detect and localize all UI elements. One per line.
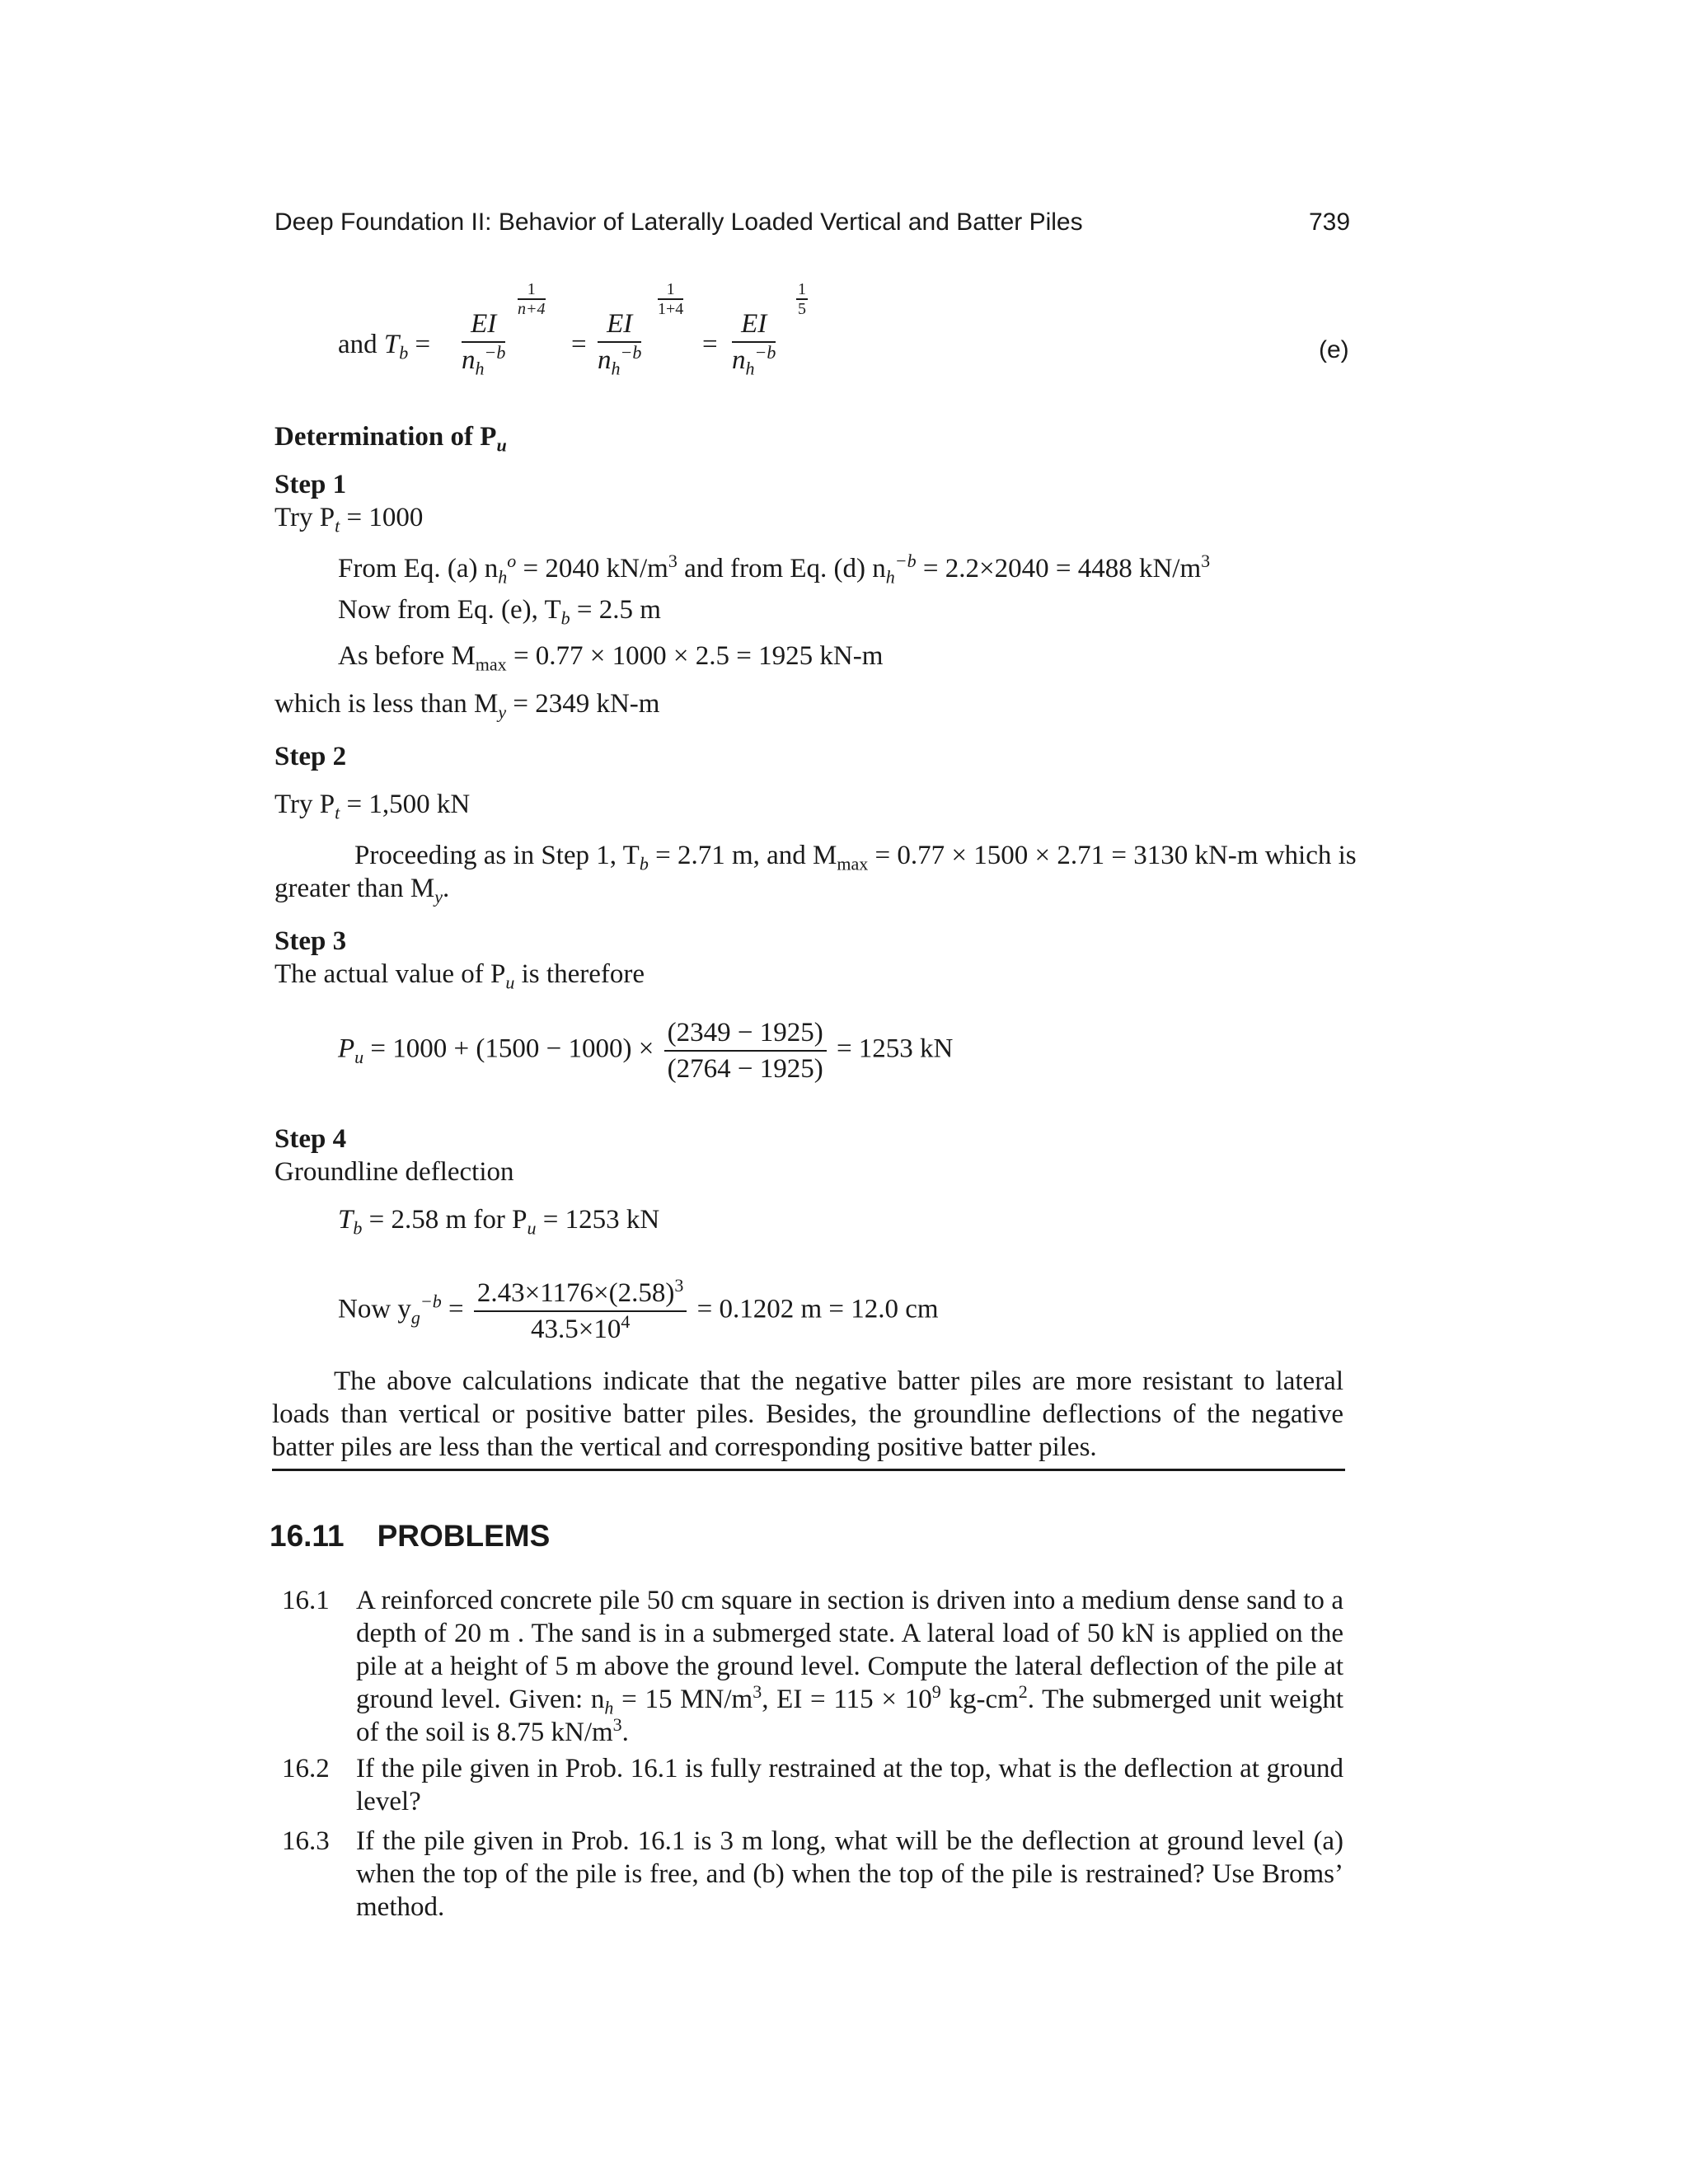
step-1-line-c: As before $M_{max} = 0.77 \times 1000 \times 2.5 = 1925$ kN-m bbox=[338, 641, 884, 675]
step-3-heading: Step 3 bbox=[274, 926, 347, 956]
eq-e-equals-1: = bbox=[571, 330, 587, 359]
section-heading-pu: Determination of $P_u$ bbox=[274, 422, 507, 456]
step-2-try: Try $P_t = 1,500$ kN bbox=[274, 790, 471, 823]
step-4-intro: Groundline deflection bbox=[274, 1157, 514, 1187]
equation-label-e: (e) bbox=[1319, 336, 1349, 363]
running-title: Deep Foundation II: Behavior of Laterally Loaded Vertical and Batter Piles bbox=[274, 209, 1083, 236]
problem-text: A reinforced concrete pile 50 cm square in section is driven into a medium dense sand to a depth of 20 m . The sand is in a submerged state. A lateral load of 50 kN is applied on the pile at a height of 5 m above the ground level. Compute the lateral deflection of the pile at ground level. Given: $n_h = 15$ $MN/m^3$, EI = $115 \times 10^9$ $kg-cm^2$. The submerged unit weight of the soil is 8.75 $kN/m^3$. bbox=[356, 1586, 1344, 1747]
eq-e-exponent-3: 1 5 bbox=[798, 280, 806, 318]
problems-heading: 16.11 PROBLEMS bbox=[270, 1519, 551, 1553]
eq-e-exponent-1: 1 n+4 bbox=[518, 280, 546, 318]
eq-e-exponent-2: 1 1+4 bbox=[658, 280, 684, 318]
step-1-line-b: Now from Eq. (e), $T_b = 2.5$ m bbox=[338, 595, 661, 629]
conclusion-paragraph: The above calculations indicate that the negative batter piles are more resistant to lateral loads than vertical or positive batter piles. Besides, the groundline deflections of the negative batter piles are less than the vertical and corresponding positive batter piles. bbox=[272, 1366, 1343, 1462]
page-number: 739 bbox=[1309, 209, 1351, 236]
eq-e-equals-2: = bbox=[702, 330, 718, 359]
section-divider bbox=[272, 1469, 1345, 1471]
step-2-heading: Step 2 bbox=[274, 742, 347, 771]
eq-e-fraction-1: $\frac{EI}{n_h^{-b}}$ bbox=[462, 307, 505, 377]
step-1-heading: Step 1 bbox=[274, 470, 347, 499]
step-4-heading: Step 4 bbox=[274, 1124, 347, 1154]
step-3-intro: The actual value of $P_u$ is therefore bbox=[274, 959, 645, 993]
problem-number: 16.2 bbox=[282, 1754, 330, 1783]
step-1-line-a: From Eq. (a) $n_h^o = 2040$ $kN/m^3$ and from Eq. (d) $n_h^{-b} = 2.2\times 2040 = 4488$ $kN/m^3$ bbox=[338, 551, 1211, 588]
problem-text: If the pile given in Prob. 16.1 is fully restrained at the top, what is the deflection at ground level? bbox=[356, 1754, 1343, 1816]
eq-e-lead: and $T_b$ = bbox=[338, 330, 431, 363]
step-2-line-1: Proceeding as in Step 1, $T_b = 2.71$ m, and $M_{max} = 0.77 \times 1500 \times 2.71 = 3130$ kN-m which is bbox=[354, 841, 1357, 874]
step-1-try: Try $P_t = 1000$ bbox=[274, 503, 424, 537]
problem-text: If the pile given in Prob. 16.1 is 3 m long, what will be the deflection at ground level (a) when the top of the pile is free, and (b) when the top of the pile is restrained? Use Broms’ method. bbox=[356, 1826, 1343, 1922]
step-4-equation: Now $y_g^{-b}$ = $\frac{2.43\times 1176\times(2.58)^3}{43.5\times 10^4}$ = 0.1202 m = 12.0 cm bbox=[338, 1275, 939, 1344]
step-3-equation: $P_u = 1000 + (1500 - 1000)$ × $\frac{(2349 - 1925)}{(2764 - 1925)}$ = 1253 kN bbox=[338, 1015, 953, 1086]
step-1-line-d: which is less than $M_y = 2349$ kN-m bbox=[274, 689, 660, 723]
eq-e-fraction-3: $\frac{EI}{n_h^{-b}}$ bbox=[732, 307, 776, 377]
step-2-line-2: greater than $M_y$. bbox=[274, 874, 450, 907]
problem-number: 16.1 bbox=[282, 1586, 330, 1615]
step-4-line-1: $T_b = 2.58$ m for $P_u = 1253$ kN bbox=[338, 1205, 660, 1239]
problem-number: 16.3 bbox=[282, 1826, 330, 1856]
eq-e-fraction-2: $\frac{EI}{n_h^{-b}}$ bbox=[598, 307, 641, 377]
